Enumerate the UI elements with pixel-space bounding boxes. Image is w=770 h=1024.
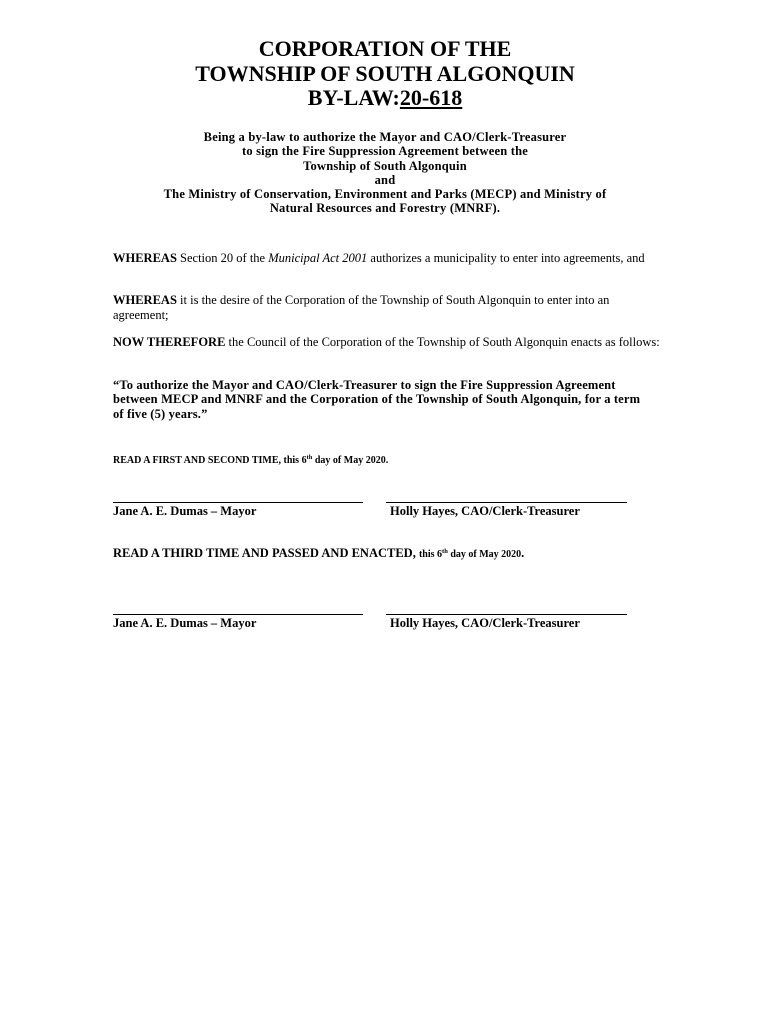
purpose-line: The Ministry of Conservation, Environment and Parks (MECP) and Ministry of bbox=[163, 187, 607, 202]
purpose-line: Natural Resources and Forestry (MNRF). bbox=[269, 201, 501, 216]
title-line-1: CORPORATION OF THE bbox=[258, 36, 512, 61]
whereas-lead: WHEREAS bbox=[113, 293, 177, 307]
clerk-name: Holly Hayes, CAO/Clerk-Treasurer bbox=[390, 504, 580, 518]
whereas-clause-2 bbox=[113, 293, 663, 322]
clerk-signature-line bbox=[386, 614, 627, 615]
third-reading bbox=[113, 546, 524, 561]
whereas-clause-1 bbox=[113, 251, 663, 266]
title-line-2: TOWNSHIP OF SOUTH ALGONQUIN bbox=[195, 61, 575, 86]
mayor-name: Jane A. E. Dumas – Mayor bbox=[113, 504, 257, 518]
bylaw-title bbox=[0, 86, 770, 110]
purpose-line: to sign the Fire Suppression Agreement between the bbox=[241, 144, 529, 159]
whereas-lead: WHEREAS bbox=[113, 251, 177, 265]
clerk-signature-line bbox=[386, 502, 627, 503]
now-therefore-lead: NOW THEREFORE bbox=[113, 335, 226, 349]
mayor-signature-line bbox=[113, 614, 363, 615]
whereas-text: authorizes a municipality to enter into agreements, and bbox=[367, 251, 645, 265]
ordinal-suffix: th bbox=[442, 548, 448, 555]
purpose-line: Being a by-law to authorize the Mayor and CAO/Clerk-Treasurer bbox=[203, 130, 567, 144]
now-therefore-clause bbox=[113, 335, 663, 350]
purpose-line: and bbox=[374, 172, 396, 187]
first-second-reading bbox=[113, 455, 388, 466]
mayor-signature-line bbox=[113, 502, 363, 503]
bylaw-purpose bbox=[110, 130, 660, 216]
whereas-text: it is the desire of the Corporation of the Township of South Algonquin to enter into an agreement; bbox=[113, 293, 610, 322]
reading-text: . bbox=[521, 546, 525, 560]
reading-text: day of May 2020 bbox=[447, 549, 522, 560]
whereas-text: Section 20 of the bbox=[176, 251, 269, 265]
ordinal-suffix: th bbox=[306, 454, 313, 461]
resolution-text: “To authorize the Mayor and CAO/Clerk-Treasurer to sign the Fire Suppression Agreement between MECP and MNRF and the Corporation of the Township of South Algonquin, for a term of five (5) years.” bbox=[113, 378, 641, 421]
reading-text: READ A FIRST AND SECOND TIME, this 6 bbox=[113, 455, 307, 466]
clerk-name: Holly Hayes, CAO/Clerk-Treasurer bbox=[390, 616, 580, 630]
reading-text: day of May 2020. bbox=[312, 455, 389, 466]
act-name: Municipal Act 2001 bbox=[268, 251, 368, 265]
bylaw-number: 20-618 bbox=[399, 85, 463, 110]
reading-text: this 6 bbox=[418, 549, 443, 560]
now-therefore-text: the Council of the Corporation of the Township of South Algonquin enacts as follows: bbox=[225, 335, 660, 349]
purpose-line: Township of South Algonquin bbox=[303, 158, 467, 173]
reading-text: READ A THIRD TIME AND PASSED AND ENACTED, bbox=[113, 546, 419, 560]
bylaw-prefix: BY-LAW: bbox=[307, 85, 400, 110]
mayor-name: Jane A. E. Dumas – Mayor bbox=[113, 616, 257, 630]
